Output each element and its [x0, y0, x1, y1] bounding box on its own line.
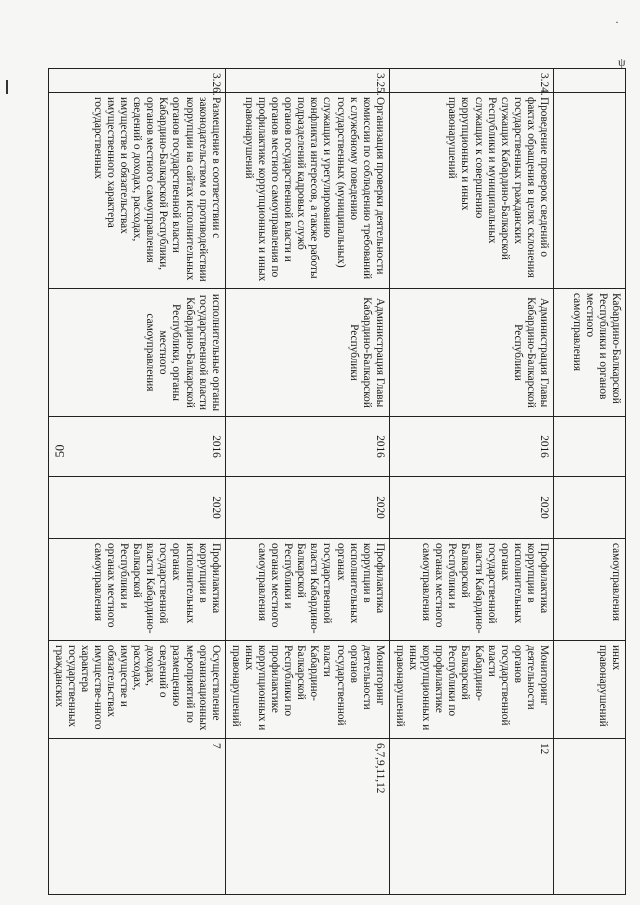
cell-goal: Профилактика коррупции в исполнительных органах государственной власти Кабардино-Балкарской Республики и органах местного самоуправления: [389, 539, 553, 641]
cell-executor: Кабардино-Балкарской Республики и органов местного самоуправления: [554, 289, 626, 417]
corner-dot-mark: ·: [615, 15, 619, 29]
cell-end-year: [554, 477, 626, 539]
cell-measure: Проведение проверок сведений о фактах обращения в целях склонения государственных гражданских служащих Кабардино-Балкарской Республики и муниципальных служащих к совершению коррупционных и иных правонарушений: [389, 93, 553, 289]
margin-glyph-mark: ψ: [618, 55, 626, 69]
page-number: 50: [52, 444, 67, 458]
cell-goal: самоуправления: [554, 539, 626, 641]
cell-number: 3.25.: [225, 69, 389, 93]
cell-number: 3.26.: [48, 69, 225, 93]
cell-indicators: 7: [48, 739, 225, 895]
cell-goal: Профилактика коррупции в исполнительных органах государственной власти Кабардино-Балкарской Республики и органах местного самоуправления: [48, 539, 225, 641]
cell-executor: Администрация Главы Кабардино-Балкарской Республики: [389, 289, 553, 417]
cell-executor: Администрация Главы Кабардино-Балкарской Республики: [225, 289, 389, 417]
cell-executor: исполнительные органы государственной власти Кабардино-Балкарской Республики, органы местного самоуправления: [48, 289, 225, 417]
cell-end-year: 2020: [225, 477, 389, 539]
scan-edge-mark: [6, 80, 8, 94]
cell-indicators: [554, 739, 626, 895]
cell-number: [554, 69, 626, 93]
cell-start-year: [554, 417, 626, 477]
cell-result: Осуществление организационных мероприятий по размещению сведений о доходах, расходах, имуществе и обязательствах имуществе-нного характера государственных гражданских: [48, 641, 225, 739]
cell-measure: [554, 93, 626, 289]
cell-start-year: 2016: [225, 417, 389, 477]
cell-measure: Размещение в соответствии с законодательством о противодействии коррупции на сайтах исполнительных органов государственной власти Кабардино-Балкарской Республики, органов местного самоуправления сведений о доходах, расходах, имуществе и обязательствах имущественного характера государственных: [48, 93, 225, 289]
cell-result: иных правонарушений: [554, 641, 626, 739]
table-row-3-24: [389, 69, 553, 895]
cell-end-year: 2020: [48, 477, 225, 539]
cell-indicators: 12: [389, 739, 553, 895]
table-row-3-25: [225, 69, 389, 895]
cell-goal: Профилактика коррупции в исполнительных органах государственной власти Кабардино-Балкарской Республики и органах местного самоуправления: [225, 539, 389, 641]
table-row-3-26: [48, 69, 225, 895]
cell-end-year: 2020: [389, 477, 553, 539]
cell-result: Мониторинг деятельности органов государственной власти Кабардино-Балкарской Республики по профилактике коррупционных и иных правонарушений: [225, 641, 389, 739]
cell-start-year: 2016: [48, 417, 225, 477]
cell-measure: Организация проверки деятельности комиссии по соблюдению требований к служебному поведению государственных (муниципальных) служащих и урегулированию конфликта интересов, а также работы подразделений кадровых служб органов государственной власти и органов местного самоуправления по профилактике коррупционных и иных правонарушений: [225, 93, 389, 289]
cell-start-year: 2016: [389, 417, 553, 477]
table-row-continuation: [554, 69, 626, 895]
cell-result: Мониторинг деятельности органов государственной власти Кабардино-Балкарской Республики по профилактике коррупционных и иных правонарушений: [389, 641, 553, 739]
measures-table: [48, 68, 626, 895]
cell-number: 3.24.: [389, 69, 553, 93]
cell-indicators: 6,7,9,11,12: [225, 739, 389, 895]
